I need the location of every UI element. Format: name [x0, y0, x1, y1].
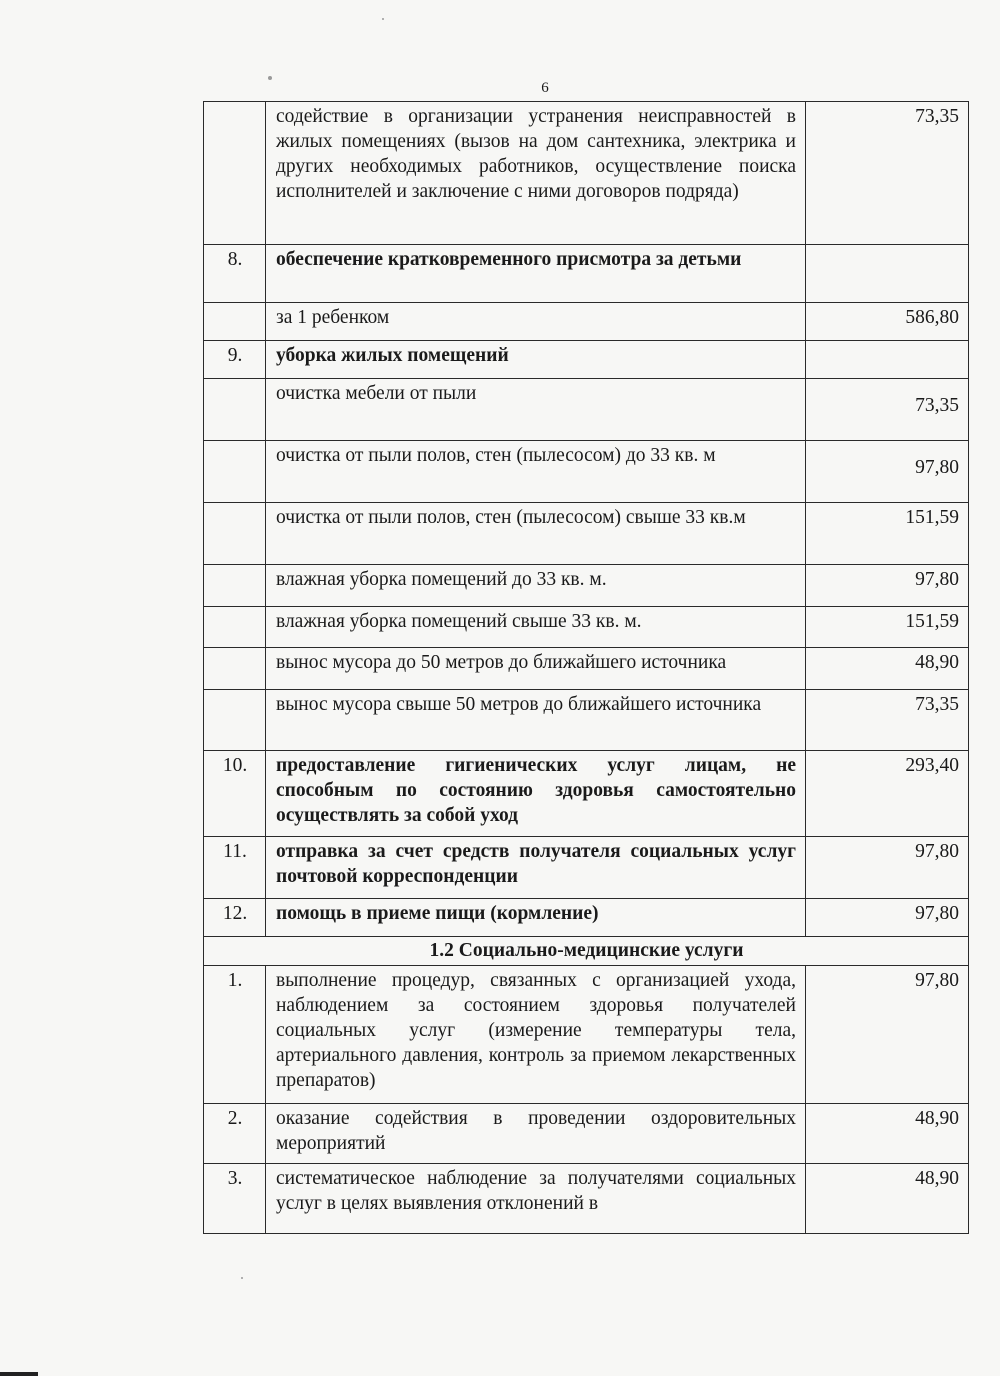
section-title: 1.2 Социально-медицинские услуги: [204, 937, 969, 966]
service-price: 586,80: [806, 303, 969, 341]
page-number: 6: [541, 80, 549, 96]
row-number: 9.: [204, 341, 266, 379]
row-number: 10.: [204, 751, 266, 837]
table-row: [204, 379, 969, 441]
service-price: 48,90: [806, 1104, 969, 1164]
table-row: [204, 1104, 969, 1164]
section-header-row: [204, 937, 969, 966]
scan-edge: [0, 1372, 38, 1376]
scan-speck: [268, 76, 272, 80]
service-price: 97,80: [806, 441, 969, 503]
row-number: [204, 607, 266, 648]
table-row: [204, 751, 969, 837]
table-row: [204, 899, 969, 937]
table-row: [204, 966, 969, 1104]
service-price: [806, 341, 969, 379]
table-row: [204, 503, 969, 565]
table-row: [204, 837, 969, 899]
service-price: 73,35: [806, 102, 969, 245]
row-number: [204, 648, 266, 690]
row-number: [204, 379, 266, 441]
row-number: [204, 565, 266, 607]
scan-speck: [241, 1277, 243, 1279]
table-row: [204, 341, 969, 379]
table-row: [204, 102, 969, 245]
service-name: выполнение процедур, связанных с организацией ухода, наблюдением за состоянием здоровья получателей социальных услуг (измерение температуры тела, артериального давления, контроль за приемом лекарственных препаратов): [266, 966, 806, 1104]
service-price: [806, 245, 969, 303]
service-name: оказание содействия в проведении оздоровительных мероприятий: [266, 1104, 806, 1164]
service-name: за 1 ребенком: [266, 303, 806, 341]
row-number: 3.: [204, 1164, 266, 1234]
table-row: [204, 1164, 969, 1234]
table-row: [204, 245, 969, 303]
service-name: влажная уборка помещений до 33 кв. м.: [266, 565, 806, 607]
service-price: 48,90: [806, 1164, 969, 1234]
table-row: [204, 441, 969, 503]
row-number: 1.: [204, 966, 266, 1104]
service-price: 48,90: [806, 648, 969, 690]
table-row: [204, 303, 969, 341]
row-number: 11.: [204, 837, 266, 899]
row-number: [204, 303, 266, 341]
row-number: [204, 503, 266, 565]
row-number: 2.: [204, 1104, 266, 1164]
service-name: систематическое наблюдение за получателями социальных услуг в целях выявления отклонений в: [266, 1164, 806, 1234]
service-price: 293,40: [806, 751, 969, 837]
service-name: предоставление гигиенических услуг лицам, не способным по состоянию здоровья самостоятельно осуществлять за собой уход: [266, 751, 806, 837]
service-name: обеспечение кратковременного присмотра за детьми: [266, 245, 806, 303]
table-row: [204, 648, 969, 690]
row-number: [204, 102, 266, 245]
service-name: помощь в приеме пищи (кормление): [266, 899, 806, 937]
service-price: 151,59: [806, 607, 969, 648]
service-price: 97,80: [806, 966, 969, 1104]
table-row: [204, 690, 969, 751]
row-number: 8.: [204, 245, 266, 303]
table-row: [204, 607, 969, 648]
tariff-table: [203, 101, 969, 1234]
service-price: 151,59: [806, 503, 969, 565]
service-price: 97,80: [806, 837, 969, 899]
row-number: [204, 690, 266, 751]
scan-speck: [382, 18, 384, 20]
service-name: вынос мусора до 50 метров до ближайшего источника: [266, 648, 806, 690]
service-name: отправка за счет средств получателя социальных услуг почтовой корреспонденции: [266, 837, 806, 899]
table-row: [204, 565, 969, 607]
row-number: [204, 441, 266, 503]
service-price: 73,35: [806, 379, 969, 441]
service-name: содействие в организации устранения неисправностей в жилых помещениях (вызов на дом сантехника, электрика и других необходимых работников, осуществление поиска исполнителей и заключение с ними договоров подряда): [266, 102, 806, 245]
service-price: 97,80: [806, 899, 969, 937]
service-name: очистка от пыли полов, стен (пылесосом) свыше 33 кв.м: [266, 503, 806, 565]
service-price: 97,80: [806, 565, 969, 607]
service-name: очистка от пыли полов, стен (пылесосом) до 33 кв. м: [266, 441, 806, 503]
service-price: 73,35: [806, 690, 969, 751]
service-name: уборка жилых помещений: [266, 341, 806, 379]
service-name: влажная уборка помещений свыше 33 кв. м.: [266, 607, 806, 648]
service-name: вынос мусора свыше 50 метров до ближайшего источника: [266, 690, 806, 751]
row-number: 12.: [204, 899, 266, 937]
service-name: очистка мебели от пыли: [266, 379, 806, 441]
